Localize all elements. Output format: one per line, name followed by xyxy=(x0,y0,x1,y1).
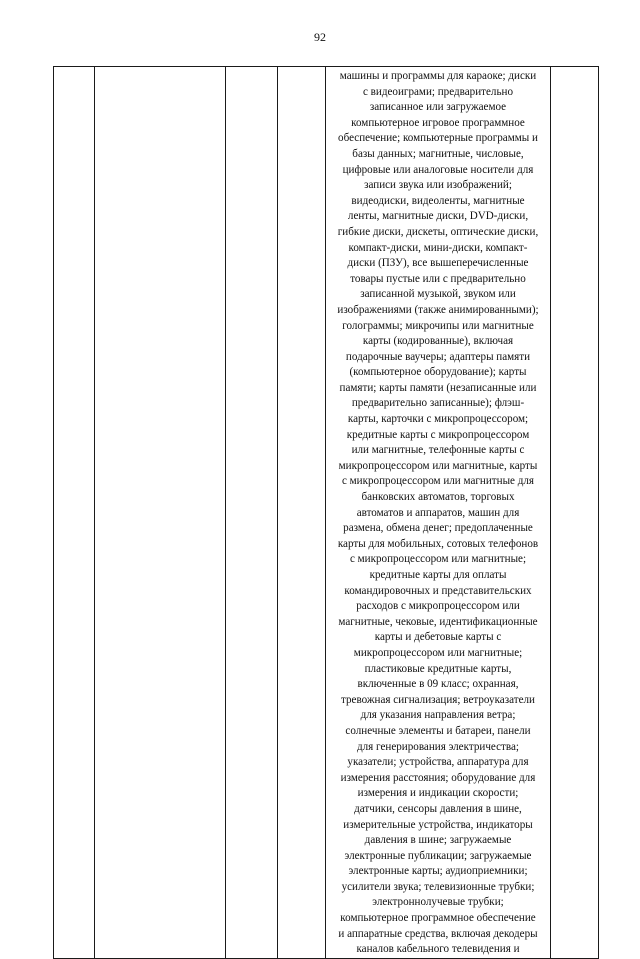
goods-text-line: цифровые или аналоговые носители для xyxy=(342,163,534,176)
goods-text-line: с микропроцессором или магнитные для xyxy=(341,475,535,488)
goods-text-line: командировочных и представительских xyxy=(344,584,532,597)
goods-text-line: измерительные устройства, индикаторы xyxy=(343,818,533,831)
goods-text-line: для генерирования электричества; xyxy=(357,740,519,753)
goods-text-line: предварительно записанные); флэш- xyxy=(351,397,525,410)
goods-text-line: карты (кодированные), включая xyxy=(362,335,514,348)
goods-text-line: пластиковые кредитные карты, xyxy=(364,662,512,675)
goods-text-line: памяти; карты памяти (незаписанные или xyxy=(339,381,537,394)
goods-text-line: кредитные карты для оплаты xyxy=(369,569,507,581)
table-cell-4 xyxy=(278,67,326,959)
goods-text-line: давления в шине; загружаемые xyxy=(364,834,512,847)
goods-text-line: датчики, сенсоры давления в шине, xyxy=(354,802,522,815)
goods-text-line: записи звука или изображений; xyxy=(364,179,512,192)
goods-text-line: банковских автоматов, торговых xyxy=(361,491,515,504)
goods-text-line: карты, карточки с микропроцессором; xyxy=(347,413,529,426)
goods-text-line: магнитные, чековые, идентификационные xyxy=(338,615,538,628)
goods-text-line: записанное или загружаемое xyxy=(369,101,507,114)
goods-text-line: тревожная сигнализация; ветроуказатели xyxy=(341,693,535,706)
goods-text-line: указатели; устройства, аппаратура для xyxy=(347,756,529,769)
goods-text-line: и аппаратные средства, включая декодеры xyxy=(338,927,538,940)
goods-text-line: измерения расстояния; оборудование для xyxy=(340,771,536,784)
table-cell-3 xyxy=(226,67,278,959)
goods-text-line: карты для мобильных, сотовых телефонов xyxy=(337,537,539,550)
goods-text-line: расходов с микропроцессором или xyxy=(356,600,520,613)
goods-text-line: товары пустые или с предварительно xyxy=(350,272,526,285)
table-cell-number xyxy=(54,67,95,959)
goods-text-line: диски (ПЗУ), все вышеперечисленные xyxy=(347,257,529,270)
goods-text-line: или магнитные, телефонные карты с xyxy=(351,444,525,457)
goods-text-line: электроннолучевые трубки; xyxy=(372,896,504,909)
goods-text-line: усилители звука; телевизионные трубки; xyxy=(341,880,535,893)
goods-text-line: микропроцессором или магнитные, карты xyxy=(338,459,538,472)
goods-text-line: включенные в 09 класс; охранная, xyxy=(357,678,519,691)
table-row xyxy=(54,67,599,959)
goods-text-line: карты и дебетовые карты с xyxy=(374,631,502,644)
goods-text-line: с микропроцессором или магнитные; xyxy=(349,553,527,566)
goods-text-line: солнечные элементы и батареи, панели xyxy=(345,724,531,737)
goods-text-line: базы данных; магнитные, числовые, xyxy=(352,147,524,160)
goods-text-line: обеспечение; компьютерные программы и xyxy=(338,132,538,145)
goods-text-line: изображениями (также анимированными); xyxy=(337,303,539,316)
table-cell-2 xyxy=(95,67,226,959)
goods-text-line: каналов кабельного телевидения и xyxy=(356,943,520,956)
goods-text-line: гибкие диски, дискеты, оптические диски, xyxy=(337,225,539,238)
goods-text-line: компьютерное игровое программное xyxy=(351,116,525,129)
goods-text-line: записанной музыкой, звуком или xyxy=(360,288,516,301)
table-cell-6 xyxy=(551,67,599,959)
goods-text-line: подарочные ваучеры; адаптеры памяти xyxy=(345,350,531,363)
table-cell-goods xyxy=(326,67,551,959)
goods-text-line: компакт-диски, мини-диски, компакт- xyxy=(348,241,528,254)
goods-text-line: для указания направления ветра; xyxy=(360,709,516,722)
goods-text-line: кредитные карты с микропроцессором xyxy=(346,428,530,441)
page-number: 92 xyxy=(314,30,326,44)
goods-text-line: автоматов и аппаратов, машин для xyxy=(356,506,520,519)
goods-text-line: ленты, магнитные диски, DVD-диски, xyxy=(347,210,529,223)
goods-text-line: видеодиски, видеоленты, магнитные xyxy=(351,194,525,207)
goods-text-line: микропроцессором или магнитные; xyxy=(353,646,523,659)
goods-text-line: электронные публикации; загружаемые xyxy=(344,849,532,862)
goods-text-line: (компьютерное оборудование); карты xyxy=(349,366,527,379)
goods-text-line: размена, обмена денег; предоплаченные xyxy=(343,522,533,535)
goods-list-text xyxy=(326,67,550,958)
goods-text-line: электронные карты; аудиоприемники; xyxy=(348,865,528,878)
goods-text-line: компьютерное программное обеспечение xyxy=(340,912,536,925)
goods-text-line: машины и программы для караоке; диски xyxy=(339,70,537,82)
goods-text-line: с видеоиграми; предварительно xyxy=(362,85,513,98)
goods-text-line: измерения и индикации скорости; xyxy=(357,787,519,800)
goods-table xyxy=(53,66,599,959)
goods-text-line: голограммы; микрочипы или магнитные xyxy=(342,319,534,332)
